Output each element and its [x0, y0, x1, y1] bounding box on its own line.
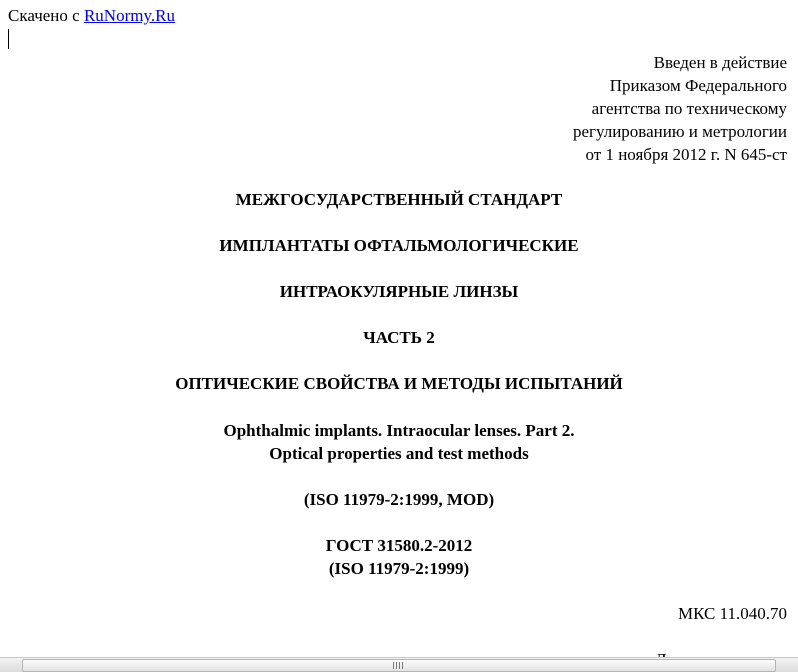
enactment-line: регулированию и метрологии	[572, 122, 787, 141]
scrollbar-thumb[interactable]	[22, 659, 776, 672]
download-prefix: Скачено с	[8, 6, 84, 25]
text-cursor	[8, 29, 9, 49]
title-heading-1: ИМПЛАНТАТЫ ОФТАЛЬМОЛОГИЧЕСКИЕ	[219, 236, 579, 255]
english-title-line-2: Optical properties and test methods	[269, 444, 529, 463]
enactment-line: Введен в действие	[653, 53, 787, 72]
iso-mod-reference: (ISO 11979-2:1999, MOD)	[303, 490, 495, 509]
standard-type-heading: МЕЖГОСУДАРСТВЕННЫЙ СТАНДАРТ	[235, 190, 563, 209]
part-heading: ЧАСТЬ 2	[363, 328, 435, 347]
enactment-block	[573, 51, 787, 166]
title-heading-3: ОПТИЧЕСКИЕ СВОЙСТВА И МЕТОДЫ ИСПЫТАНИЙ	[175, 374, 623, 393]
download-source-line	[8, 5, 175, 27]
enactment-line: Приказом Федерального	[609, 76, 787, 95]
gost-number: ГОСТ 31580.2-2012	[325, 536, 473, 555]
grip-icon	[393, 662, 405, 669]
mks-code: МКС 11.040.70	[678, 604, 787, 623]
runormy-link[interactable]: RuNormy.Ru	[83, 6, 175, 25]
iso-reference: (ISO 11979-2:1999)	[328, 559, 470, 578]
horizontal-scrollbar[interactable]	[0, 657, 798, 672]
title-heading-2: ИНТРАОКУЛЯРНЫЕ ЛИНЗЫ	[279, 282, 519, 301]
enactment-line: агентства по техническому	[591, 99, 787, 118]
enactment-line: от 1 ноября 2012 г. N 645-ст	[585, 145, 787, 164]
english-title-line-1: Ophthalmic implants. Intraocular lenses. Part 2.	[223, 421, 575, 440]
